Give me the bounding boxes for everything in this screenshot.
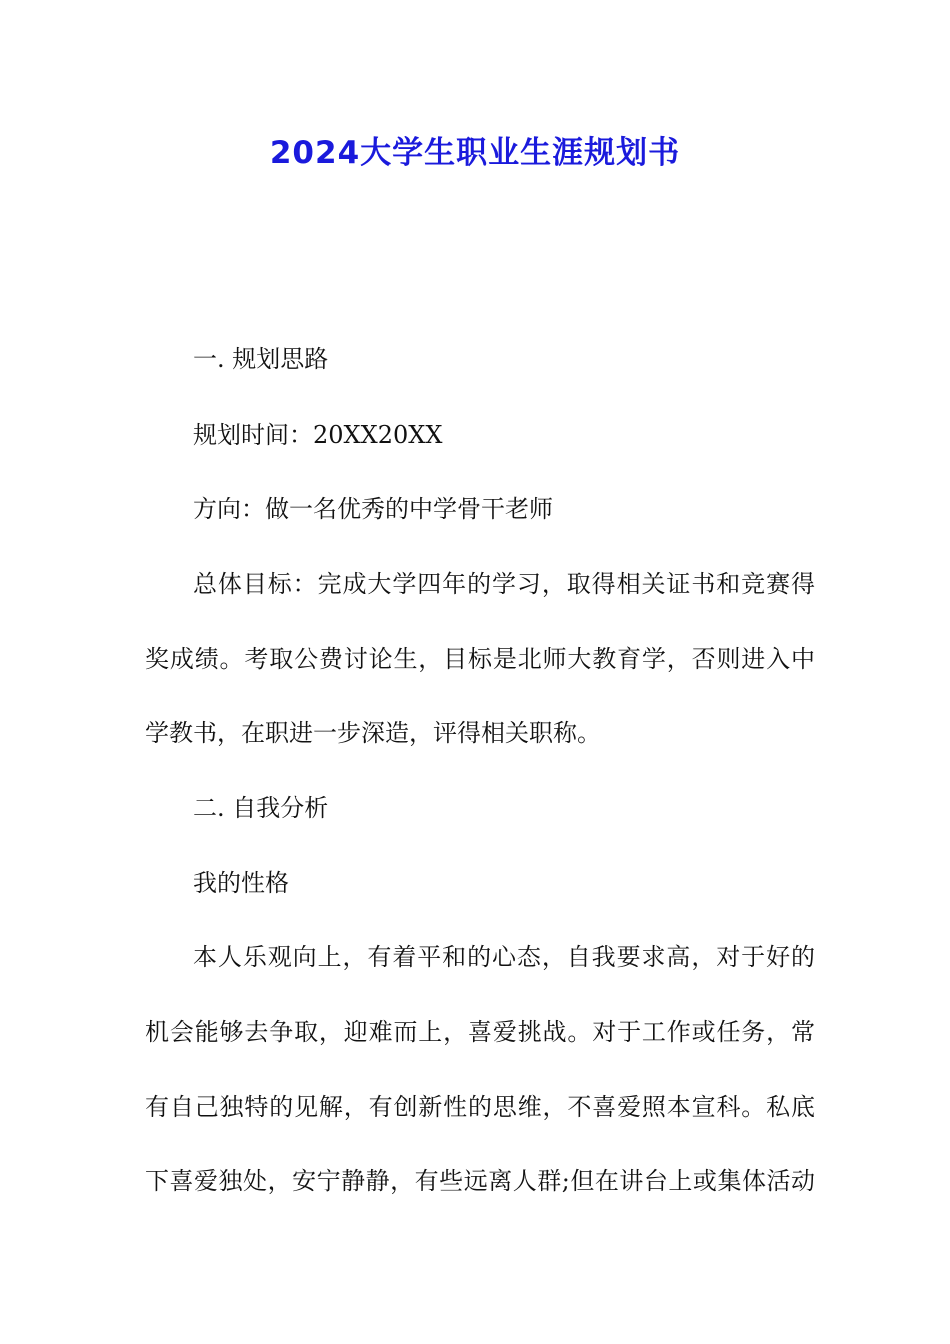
section-heading-planning: 一. 规划思路 xyxy=(193,345,329,373)
paragraph-line: 机会能够去争取，迎难而上，喜爱挑战。对于工作或任务，常 xyxy=(145,1018,815,1046)
subheading-personality: 我的性格 xyxy=(193,869,289,897)
section-heading-self-analysis: 二. 自我分析 xyxy=(193,794,329,822)
paragraph-line: 本人乐观向上，有着平和的心态，自我要求高，对于好的 xyxy=(193,943,815,971)
paragraph-line: 有自己独特的见解，有创新性的思维，不喜爱照本宣科。私底 xyxy=(145,1093,815,1121)
paragraph-line: 总体目标：完成大学四年的学习，取得相关证书和竞赛得 xyxy=(193,570,815,598)
paragraph-line: 奖成绩。考取公费讨论生，目标是北师大教育学，否则进入中 xyxy=(145,645,815,673)
paragraph-line: 学教书，在职进一步深造，评得相关职称。 xyxy=(145,719,601,747)
paragraph-line: 规划时间：20XX20XX xyxy=(193,421,443,449)
paragraph-line: 下喜爱独处，安宁静静，有些远离人群;但在讲台上或集体活动 xyxy=(145,1167,815,1195)
paragraph-line: 方向：做一名优秀的中学骨干老师 xyxy=(193,495,553,523)
document-title: 2024大学生职业生涯规划书 xyxy=(269,135,681,171)
